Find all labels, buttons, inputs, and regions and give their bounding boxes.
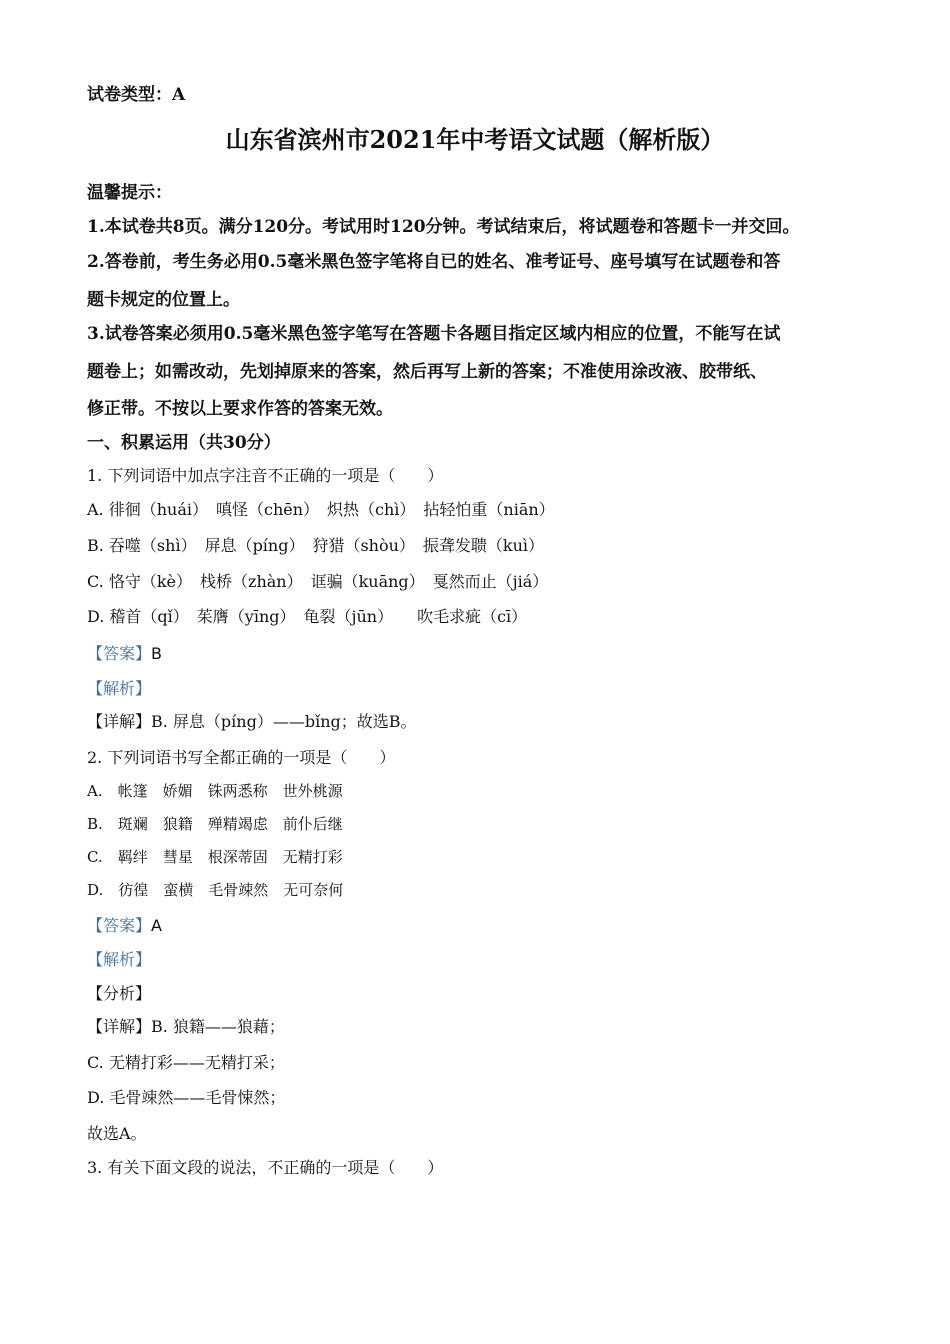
q2-detail-3: D. 毛骨竦然——毛骨悚然； <box>87 1088 286 1107</box>
q2-option-a: A. 帐篷 娇媚 铢两悉称 世外桃源 <box>87 782 343 800</box>
q1-option-b: B. 吞噬（shì） 屏息（píng） 狩猎（shòu） 振聋发聩（kuì） <box>87 536 545 555</box>
answer-value: B <box>151 644 162 663</box>
tip-item-2-line-2: 题卡规定的位置上。 <box>87 290 240 310</box>
q2-detail-2: C. 无精打彩——无精打采； <box>87 1053 285 1072</box>
q1-option-d: D. 稽首（qǐ） 茱膺（yīng） 龟裂（jūn） 吹毛求疵（cī） <box>87 607 528 626</box>
section-heading: 一、积累运用（共30分） <box>87 433 281 453</box>
page-title: 山东省滨州市2021年中考语文试题（解析版） <box>225 125 725 154</box>
q2-detail-1: 【详解】B. 狼籍——狼藉； <box>87 1017 285 1036</box>
q1-option-a: A. 徘徊（huái） 嗔怪（chēn） 炽热（chì） 拈轻怕重（niān） <box>87 500 555 519</box>
answer-tag: 【答案】 <box>87 644 152 663</box>
tip-item-2-line-1: 2.答卷前，考生务必用0.5毫米黑色签字笔将自已的姓名、准考证号、座号填写在试题卷和答 <box>87 252 781 272</box>
q2-analysis-tag: 【解析】 <box>87 950 152 969</box>
q2-option-d: D. 彷徨 蛮横 毛骨竦然 无可奈何 <box>87 881 344 899</box>
q1-answer <box>87 641 162 664</box>
tip-item-3-line-3: 修正带。不按以上要求作答的答案无效。 <box>87 399 393 419</box>
answer-tag: 【答案】 <box>87 916 152 935</box>
q2-option-b: B. 斑斓 狼籍 殚精竭虑 前仆后继 <box>87 815 343 833</box>
q1-stem: 1. 下列词语中加点字注音不正确的一项是（ ） <box>87 466 444 485</box>
paper-type: 试卷类型：A <box>87 85 186 105</box>
tip-item-1: 1.本试卷共8页。满分120分。考试用时120分钟。考试结束后，将试题卷和答题卡一并交回。 <box>87 217 800 237</box>
tip-item-3-line-2: 题卷上；如需改动，先划掉原来的答案，然后再写上新的答案；不准使用涂改液、胶带纸、 <box>87 362 767 382</box>
q1-detail: 【详解】B. 屏息（píng）——bǐng；故选B。 <box>87 712 417 731</box>
q2-option-c: C. 羁绊 彗星 根深蒂固 无精打彩 <box>87 848 343 866</box>
q2-answer <box>87 913 162 936</box>
tip-item-3-line-1: 3.试卷答案必须用0.5毫米黑色签字笔写在答题卡各题目指定区域内相应的位置，不能写在试 <box>87 324 781 344</box>
q1-analysis-tag: 【解析】 <box>87 679 152 698</box>
q2-stem: 2. 下列词语书写全都正确的一项是（ ） <box>87 748 396 767</box>
q2-conclusion: 故选A。 <box>87 1124 147 1143</box>
q3-stem: 3. 有关下面文段的说法，不正确的一项是（ ） <box>87 1158 444 1177</box>
answer-value: A <box>151 916 162 935</box>
tips-heading: 温馨提示： <box>87 183 172 203</box>
q2-fenxi-tag: 【分析】 <box>87 984 152 1003</box>
q1-option-c: C. 恪守（kè） 栈桥（zhàn） 诓骗（kuāng） 戛然而止（jiá） <box>87 572 549 591</box>
